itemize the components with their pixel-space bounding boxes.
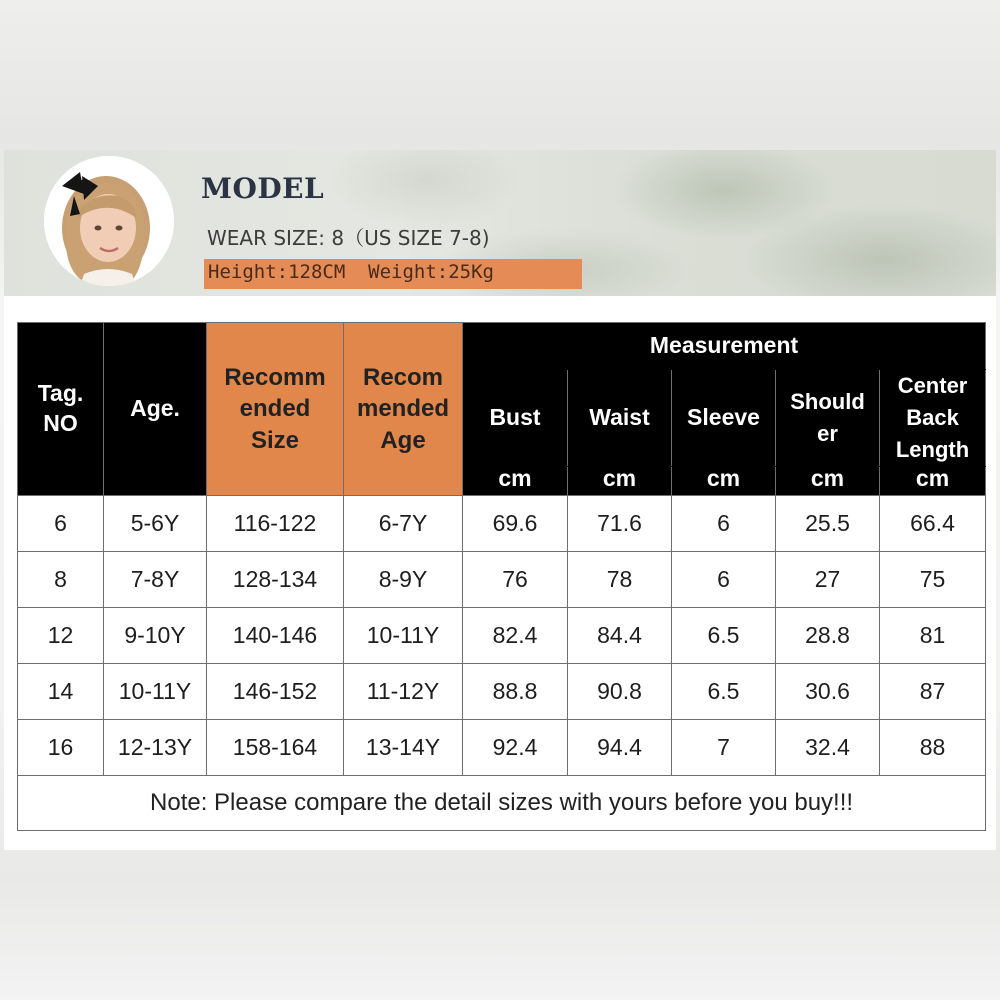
table-cell: 94.4 [568, 720, 672, 776]
model-info-banner [4, 150, 996, 296]
table-cell: 5-6Y [104, 496, 207, 552]
table-cell: 6 [672, 496, 776, 552]
header-age: Age. [104, 323, 207, 496]
table-cell: 30.6 [776, 664, 880, 720]
table-cell: 12-13Y [104, 720, 207, 776]
size-note: Note: Please compare the detail sizes with yours before you buy!!! [18, 776, 986, 831]
table-cell: 6 [18, 496, 104, 552]
table-cell: 87 [880, 664, 986, 720]
table-cell: 116-122 [207, 496, 344, 552]
table-cell: 88 [880, 720, 986, 776]
size-chart-table [17, 322, 986, 831]
table-cell: 84.4 [568, 608, 672, 664]
table-row [18, 720, 986, 776]
table-cell: 28.8 [776, 608, 880, 664]
table-cell: 6-7Y [344, 496, 463, 552]
header-recommended-size: Recomm ended Size [207, 323, 344, 496]
table-cell: 146-152 [207, 664, 344, 720]
table-cell: 7-8Y [104, 552, 207, 608]
table-cell: 6.5 [672, 608, 776, 664]
table-cell: 7 [672, 720, 776, 776]
table-cell: 8-9Y [344, 552, 463, 608]
height-weight-label: Height:128CM Weight:25Kg [204, 259, 582, 289]
table-cell: 14 [18, 664, 104, 720]
header-measurement: Measurement [463, 323, 986, 370]
table-cell: 12 [18, 608, 104, 664]
table-cell: 9-10Y [104, 608, 207, 664]
table-cell: 32.4 [776, 720, 880, 776]
table-cell: 90.8 [568, 664, 672, 720]
table-cell: 6.5 [672, 664, 776, 720]
table-cell: 27 [776, 552, 880, 608]
table-cell: 13-14Y [344, 720, 463, 776]
table-cell: 10-11Y [344, 608, 463, 664]
table-cell: 78 [568, 552, 672, 608]
header-tag-no: Tag. NO [18, 323, 104, 496]
table-cell: 140-146 [207, 608, 344, 664]
table-cell: 81 [880, 608, 986, 664]
header-shoulder: Should er [776, 370, 880, 467]
wear-size-text: WEAR SIZE: 8（US SIZE 7-8) [207, 226, 490, 250]
table-cell: 75 [880, 552, 986, 608]
table-cell: 92.4 [463, 720, 568, 776]
table-cell: 128-134 [207, 552, 344, 608]
table-cell: 69.6 [463, 496, 568, 552]
table-cell: 11-12Y [344, 664, 463, 720]
table-cell: 82.4 [463, 608, 568, 664]
table-cell: 16 [18, 720, 104, 776]
header-sleeve: Sleeve [672, 370, 776, 467]
table-cell: 66.4 [880, 496, 986, 552]
table-row [18, 496, 986, 552]
table-row [18, 664, 986, 720]
header-bust: Bust [463, 370, 568, 467]
table-cell: 76 [463, 552, 568, 608]
table-row [18, 608, 986, 664]
table-cell: 158-164 [207, 720, 344, 776]
table-cell: 71.6 [568, 496, 672, 552]
model-title: MODEL [201, 172, 325, 205]
unit-label: cm [776, 467, 880, 496]
unit-label: cm [463, 467, 568, 496]
table-cell: 88.8 [463, 664, 568, 720]
model-photo [44, 156, 174, 286]
table-cell: 10-11Y [104, 664, 207, 720]
header-center-back-length: Center Back Length [880, 370, 986, 467]
table-cell: 6 [672, 552, 776, 608]
header-recommended-age: Recom mended Age [344, 323, 463, 496]
table-row [18, 552, 986, 608]
header-waist: Waist [568, 370, 672, 467]
unit-label: cm [880, 467, 986, 496]
size-chart-card [4, 150, 996, 850]
table-cell: 8 [18, 552, 104, 608]
unit-label: cm [568, 467, 672, 496]
unit-label: cm [672, 467, 776, 496]
table-cell: 25.5 [776, 496, 880, 552]
